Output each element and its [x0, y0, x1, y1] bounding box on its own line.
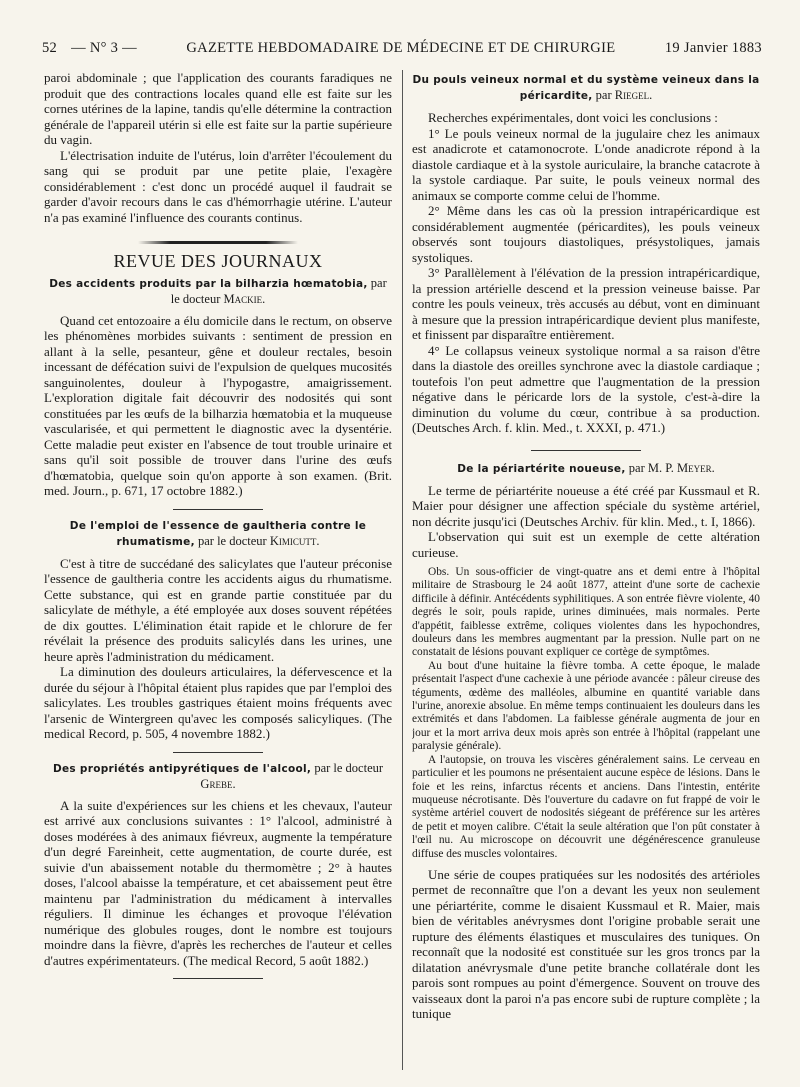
right-column — [412, 70, 760, 1070]
left-column — [44, 70, 392, 1070]
journal-title: GAZETTE HEBDOMADAIRE DE MÉDECINE ET DE CHIRURGIE — [186, 40, 616, 56]
intro-paragraph: L'électrisation induite de l'utérus, loin d'arrêter l'écoulement du sang qui se produit par une petite plaie, l'exagère considérablement : c'est donc un procédé auquel il faudrait se garder d'avoir recours dans le cas d'hémorrhagie utérine. L'auteur n'a pas examiné l'influence des courants continus. — [44, 147, 392, 225]
article-heading — [412, 72, 760, 104]
article-paragraph: Le terme de périartérite noueuse a été créé par Kussmaul et R. Maier pour désigner une affection spéciale du système artériel, non décrite jusqu'ici (Deutsches Archiv. für klin. Med., t. I, 1866). — [412, 482, 760, 529]
article-separator — [531, 450, 641, 451]
article-title: Des accidents produits par la bilharzia hœmatobia, — [49, 277, 368, 290]
issue-date: 19 Janvier 1883 — [664, 40, 762, 56]
article-paragraph: 4° Le collapsus veineux systolique normal a sa raison d'être dans la diastole des oreilles synchrone avec la diastole cardiaque ; toutefois l'on peut admettre que l'augmentation de la pression négative dans le péricarde lors de la systole, c'est-à-dire la diminution du volume du cœur, contribue à sa production. (Deutsches Arch. f. klin. Med., t. XXXI, p. 471.) — [412, 342, 760, 435]
section-title: REVUE DES JOURNAUX — [113, 251, 323, 271]
observation-paragraph: Au bout d'une huitaine la fièvre tomba. A cette époque, le malade présentait l'aspect d'une cachexie à une période avancée : pâleur cireuse des téguments, œdème des malléoles, albumine en quantité variable dans l'urine, anorexie absolue. En même temps continuaient les douleurs dans les extrémités et dans l'abdomen. La faiblesse générale augmenta de jour en jour et la mort arriva deux mois après son entrée à l'hôpital (rappelant une paralysie générale). — [412, 659, 760, 753]
article-byline: par le docteur — [314, 760, 384, 775]
article-title: De l'emploi de l'essence de gaultheria contre le rhumatisme, — [69, 519, 367, 548]
article-paragraph: Recherches expérimentales, dont voici les conclusions : — [428, 110, 718, 125]
article-title: De la périartérite noueuse, — [457, 462, 626, 475]
article-separator — [173, 978, 263, 979]
page-header — [42, 40, 762, 64]
article-title: Du pouls veineux normal et du système veineux dans la péricardite, — [412, 74, 760, 102]
article-paragraph: Une série de coupes pratiquées sur les nodosités des artérioles permet de reconnaître que l'on a devant les yeux non seulement une périartérite, comme le disaient Kussmaul et R. Maier, mais bien de véritables anévrysmes dont l'origine probable serait une rupture des éléments élastiques et musculaires des tuniques. On reconnaît que la nodosité est constituée sur les gros troncs par la dilatation anévrysmale d'une petite branche collatérale dont les parois sont rompues au point d'émergence. Souvent on trouve des vaisseaux dont la paroi n'a pas encore subi de rupture complète ; la tunique — [412, 866, 760, 1022]
article-author: Grebe. — [200, 776, 236, 791]
page-number: 52 — [42, 40, 58, 56]
article-author: Kimicutt. — [269, 533, 320, 548]
article-heading — [412, 461, 760, 477]
article-paragraph: Quand cet entozoaire a élu domicile dans le rectum, on observe les phénomènes morbides suivants : sentiment de pression en allant à la selle, pesanteur, gêne et douleur rectales, besoin incessant de défécation suivi de l'expulsion de quelques mucosités sanguinolentes, douleur à l'hypogastre, amaigrissement. L'exploration digitale fait découvrir des nodosités qui sont constituées par les œufs de la bilharzia hœmatobia et la muqueuse vascularisée, et qui permettent le diagnostic avec la dysentérie. Cette maladie peut exister en l'absence de tout trouble urinaire et sans qu'il soit possible de trouver dans l'urine des œufs d'hœmatobia, quelque soin qu'on apporte à son examen. (Brit. med. Journ., p. 671, 17 octobre 1882.) — [44, 312, 392, 498]
article-byline: par le docteur — [198, 533, 267, 548]
article-paragraph: La diminution des douleurs articulaires, la défervescence et la durée du séjour à l'hôpital étaient plus rapides que par l'emploi des salicylates. Les troubles gastriques étaient moins fréquents avec l'arsenic de Wintergreen qu'avec les composés salicyliques. (The medical Record, p. 505, 4 novembre 1882.) — [44, 664, 392, 741]
article-author: Meyer. — [677, 460, 715, 475]
observation-paragraph: A l'autopsie, on trouva les viscères généralement sains. Le cerveau en particulier et les poumons ne présentaient aucune espèce de lésions. Dans le foie et les reins, infarctus récents et anciens. Dans l'intestin, entérite muqueuse nécrotisante. Dès l'ouverture du cadavre on fut frappé de voir le système artériel couvert de nodosités siégeant de préférence sur les artères de petit et moyen calibre. C'était la seule altération que l'on pût constater à l'œil nu. Au microscope on découvrit une dégénérescence granuleuse diffuse des muscles volontaires. — [412, 753, 760, 860]
article-paragraph: A la suite d'expériences sur les chiens et les chevaux, l'auteur est arrivé aux conclusions suivantes : 1° l'alcool, administré à doses modérées à des animaux fiévreux, augmente la température d'un degré Fareinheit, cette augmentation, de courte durée, est suivie d'un abaissement notable du thermomètre ; 2° à hautes doses, l'alcool abaisse la température, et cet abaissement peut être maintenu par l'administration du médicament à intervalles réguliers. Il diminue les échanges et provoque l'élévation numérique des globules rouges, dont le nombre est toujours moindre dans la fièvre, d'après les recherches de l'auteur et celles d'autres expérimentateurs. (The medical Record, 5 août 1882.) — [44, 797, 392, 968]
article-heading — [44, 518, 392, 550]
intro-paragraph: paroi abdominale ; que l'application des courants faradiques ne produit que des contractions locales quand elle est faite sur les cornes utérines de la lapine, tandis qu'elle détermine la contraction générale de l'appareil utérin si elle est faite sur la partie supérieure du vagin. — [44, 70, 392, 147]
article-paragraph: 1° Le pouls veineux normal de la jugulaire chez les animaux est anadicrote et catamonocrote. L'onde anadicrote répond à la diastole cardiaque et à la systole auriculaire, la branche catacrote à la systole cardiaque. Par suite, le pouls veineux normal des animaux se comporte comme celui de l'homme. — [412, 125, 760, 203]
article-author: Mackie. — [223, 291, 266, 306]
article-heading — [44, 761, 392, 792]
article-paragraph: C'est à titre de succédané des salicylates que l'auteur préconise l'essence de gaultheria contre les accidents aigus du rhumatisme. Cette substance, qui est en grande partie constituée par du salicylate de méthyle, a été employée aux doses souvent répétées de dix gouttes. L'élimination était rapide et le chlorure de fer révélait la présence des produits salicylés dans les urines, une heure après l'administration du médicament. — [44, 555, 392, 664]
article-title: Des propriétés antipyrétiques de l'alcool, — [52, 762, 312, 775]
observation-paragraph: Obs. Un sous-officier de vingt-quatre ans et demi entre à l'hôpital militaire de Strasbourg le 24 août 1877, atteint d'une sorte de cachexie difficile à définir. Antécédents syphilitiques. A son entrée fièvre violente, 40 degrés le soir, pouls rapide, urines diminuées, mais normales. Perte d'appétit, faiblesse extrême, coliques violentes dans les hypochondres, douleurs dans les membres augmentant par la pression. Nulle part on ne constatait de lésions pouvant expliquer ce cortège de symptômes. — [412, 566, 760, 659]
article-heading — [44, 276, 392, 307]
article-author: Riegel. — [614, 88, 653, 102]
article-byline: par M. P. — [628, 460, 674, 475]
issue-number: — N° 3 — — [71, 40, 137, 56]
article-paragraph: L'observation qui suit est un exemple de cette altération curieuse. — [412, 529, 760, 560]
article-paragraph: 2° Même dans les cas où la pression intrapéricardique est considérablement augmentée (péricardites), les pouls veineux observés sont toujours diastoliques, présystoliques, jamais systoliques. — [412, 203, 760, 265]
column-divider — [402, 70, 403, 1070]
article-byline: par — [595, 88, 612, 102]
section-rule — [138, 241, 298, 244]
article-separator — [173, 509, 263, 510]
article-separator — [173, 752, 263, 753]
article-byline: par le docteur — [170, 275, 387, 306]
article-paragraph: 3° Parallèlement à l'élévation de la pression intrapéricardique, la pression artérielle descend et la pression veineuse baisse. Par contre les pouls veineux, très accusés au début, vont en diminuant à mesure que la pression intrapéricardique devient plus manifeste, et finissent par disparaître entièrement. — [412, 265, 760, 342]
